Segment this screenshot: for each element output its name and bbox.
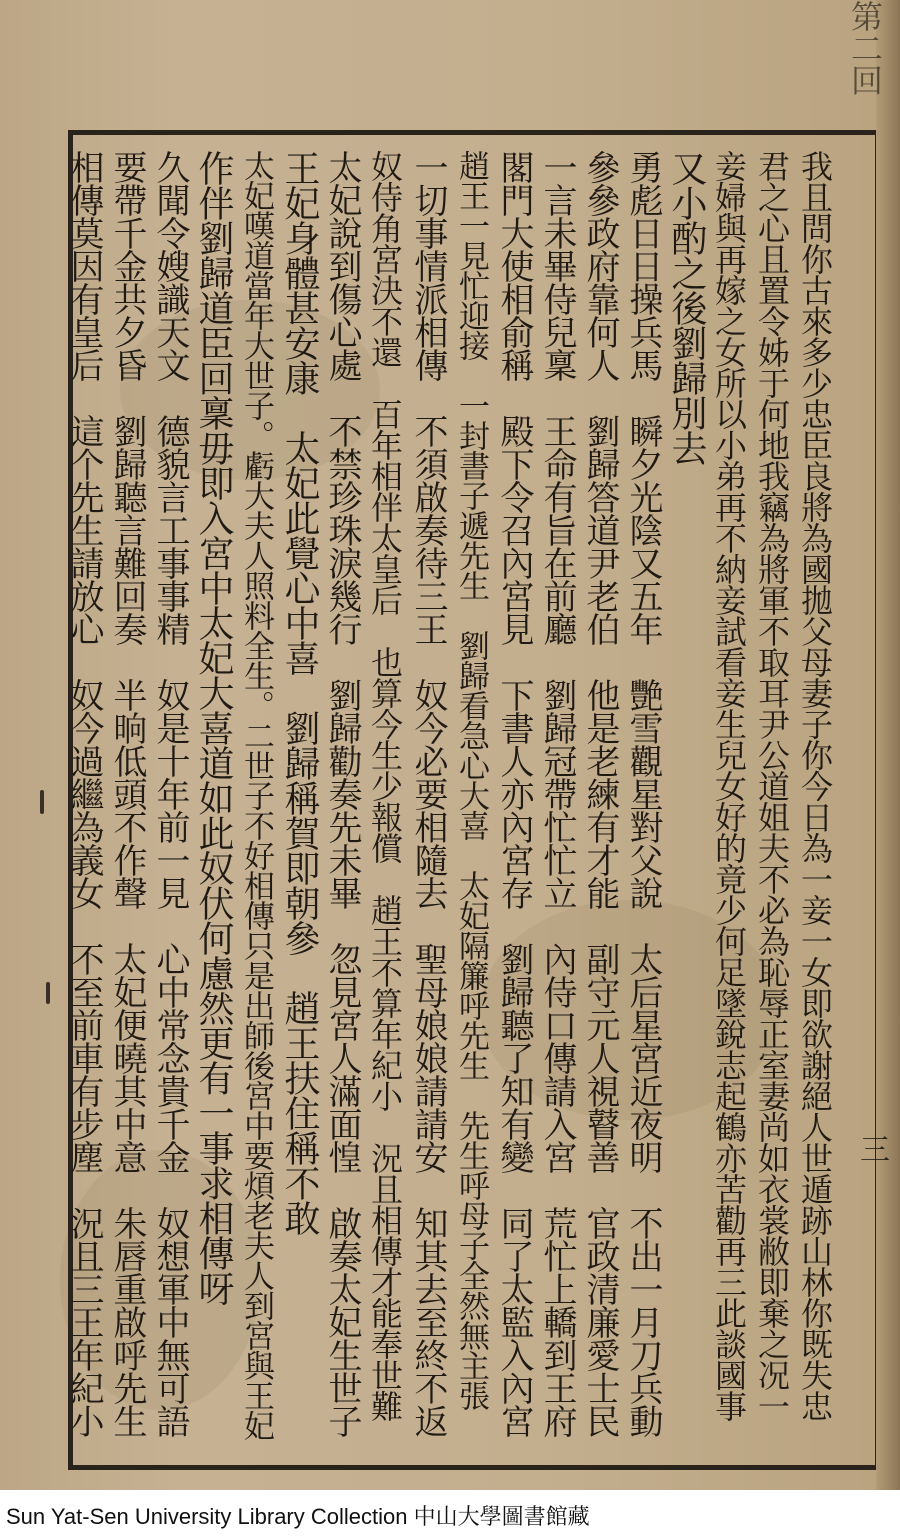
text-column: 君之心且置令姊于何地我竊為將軍不取耳尹公道姐夫不必為恥辱正室妻尚如衣裳敝即棄之况一 bbox=[753, 150, 791, 1421]
page-number: 三 bbox=[860, 1133, 890, 1168]
page-edge bbox=[876, 0, 900, 1490]
binding-hole bbox=[46, 982, 50, 1004]
text-column: 一切事情派相傳 不須啟奏待三王 奴今必要相隨去 聖母娘娘請請安 知其去至終不返 bbox=[408, 150, 448, 1437]
text-column: 久聞令嫂識天文 德貌言工事事精 奴是十年前一見 心中常念貴千金 奴想軍中無可語 bbox=[150, 150, 190, 1437]
text-column: 相傳莫因有皇后 這个先生請放心 奴今過繼為義女 不至前車有步塵 況且三王年紀小 bbox=[64, 150, 104, 1437]
text-column: 太妃嘆道當年大世子。虧大夫人照料全生。二世子不好相傳只是出師後宮中要煩老夫人到宮與王妃 bbox=[238, 150, 274, 1440]
text-column: 勇彪日日操兵馬 瞬夕光陰又五年 艷雪觀星對父說 太后星宮近夜明 不出一月刀兵動 bbox=[623, 150, 663, 1437]
margin-title: 第二回 bbox=[846, 0, 884, 96]
text-column: 要帶千金共夕昏 劉歸聽言難回奏 半晌低頭不作聲 太妃便曉其中意 朱唇重啟呼先生 bbox=[107, 150, 147, 1437]
library-caption: Sun Yat-Sen University Library Collection 中山大學圖書館藏 bbox=[6, 1504, 590, 1529]
text-column: 參參政府靠何人 劉歸答道尹老伯 他是老練有才能 副守元人視瞽善 官政清廉愛士民 bbox=[580, 150, 620, 1437]
text-column: 又小酌之後劉歸別去 bbox=[666, 150, 707, 465]
text-column: 趙王一見忙迎接 一封書子遞先生 劉歸看急心大喜 太妃隔簾呼先生 先生呼母子全然無主張 bbox=[453, 150, 489, 1410]
binding-hole bbox=[40, 790, 44, 814]
text-column: 一言未畢侍兒稟 王命有旨在前廳 劉歸冠帶忙忙立 內侍口傳請入宮 荒忙上轎到王府 bbox=[537, 150, 577, 1437]
text-column: 作伴劉歸道臣回稟毋即入宮中太妃大喜道如此奴伏何慮然更有一事求相傳呀 bbox=[193, 150, 234, 1305]
text-column: 我且問你古來多少忠臣良將為國拋父母妻子你今日為一妾一女即欲謝絕人世遁跡山林你既失忠 bbox=[796, 150, 834, 1421]
text-column: 王妃身體甚安康 太妃此覺心中喜 劉歸稱賀即朝參 趙王扶住稱不敢 bbox=[279, 150, 320, 1235]
text-column: 妾婦與再嫁之女所以小弟再不納妾試看妾生兒女好的竟少何足墜銳志起鶴亦苦勸再三此談國事 bbox=[710, 150, 748, 1421]
text-column: 奴侍角宮決不還 百年相伴太皇后 也算今生少報償 趙王不算年紀小 況且相傳才能奉世難 bbox=[366, 150, 404, 1421]
text-column: 太妃說到傷心處 不禁珍珠淚幾行 劉歸勸奏先未畢 忽見宮人滿面惶 啟奏太妃生世子 bbox=[322, 150, 362, 1437]
text-column: 閣門大使相俞稱 殿下令召內宮見 下書人亦內宮存 劉歸聽了知有變 同了太監入內宮 bbox=[494, 150, 534, 1437]
